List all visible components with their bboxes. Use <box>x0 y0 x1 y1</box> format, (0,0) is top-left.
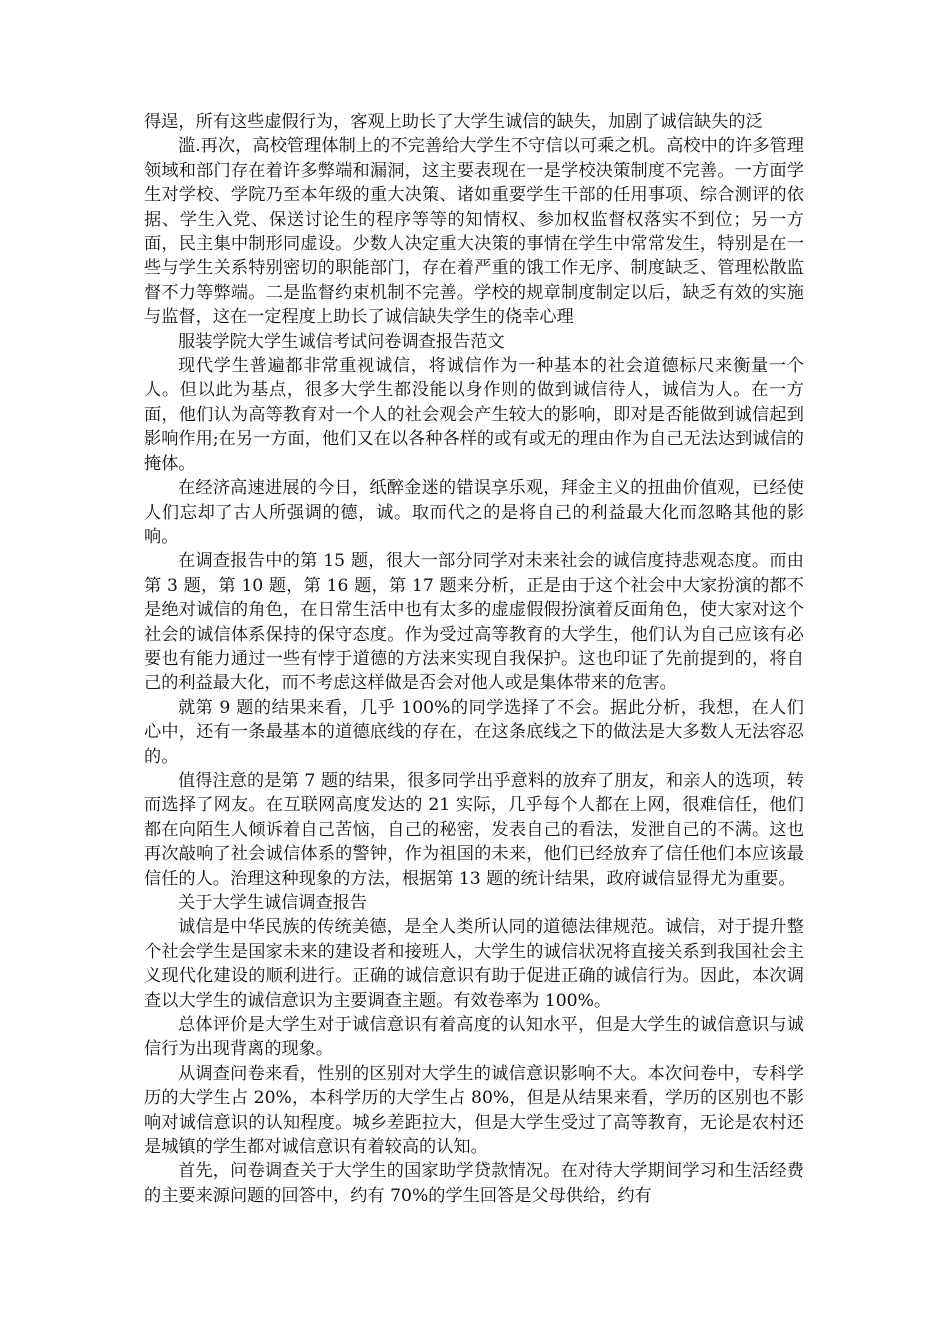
section-heading-fashion-college-report: 服装学院大学生诚信考试问卷调查报告范文 <box>178 331 505 352</box>
paragraph-student-loans: 首先，问卷调查关于大学生的国家助学贷款情况。在对待大学期间学习和生活经费的主要来源问题的回答中，约有 70%的学生回答是父母供给，约有 <box>144 1161 804 1206</box>
paragraph-economic-development: 在经济高速进展的今日，纸醉金迷的错误享乐观，拜金主义的扭曲价值观，已经使人们忘却了古人所强调的德，诚。取而代之的是将自己的利益最大化而忽略其他的影响。 <box>144 478 804 547</box>
paragraph-overall-evaluation: 总体评价是大学生对于诚信意识有着高度的认知水平，但是大学生的诚信意识与诚信行为出现背离的现象。 <box>144 1015 804 1060</box>
paragraph-question-15: 在调查报告中的第 15 题，很大一部分同学对未来社会的诚信度持悲观态度。而由第 3 题，第 10 题，第 16 题，第 17 题来分析，正是由于这个社会中大家扮演的都不是绝对诚信的角色，在日常生活中也有太多的虚虚假假扮演着反面角色，使大家对这个社会的诚信体系保持的保守态度。作为受过高等教育的大学生，他们认为自己应该有必要也有能力通过一些有悖于道德的方法来实现自我保护。这也印证了先前提到的，将自己的利益最大化，而不考虑这样做是否会对他人或是集体带来的危害。 <box>144 551 804 694</box>
paragraph-continued: 得逞，所有这些虚假行为，客观上助长了大学生诚信的缺失，加剧了诚信缺失的泛 <box>144 112 763 132</box>
paragraph-management-system: 滥.再次，高校管理体制上的不完善给大学生不守信以可乘之机。高校中的许多管理领域和部门存在着许多弊端和漏洞，这主要表现在一是学校决策制度不完善。一方面学生对学校、学院乃至本年级的重大决策、诸如重要学生干部的任用事项、综合测评的依据、学生入党、保送讨论生的程序等等的知情权、参加权监督权落实不到位；另一方面，民主集中制形同虚设。少数人决定重大决策的事情在学生中常常发生，特别是在一些与学生关系特别密切的职能部门，存在着严重的饿工作无序、制度缺乏、管理松散监督不力等弊端。二是监督约束机制不完善。学校的规章制度制定以后，缺乏有效的实施与监督，这在一定程度上助长了诚信缺失学生的侥幸心理 <box>144 136 804 328</box>
section-heading-integrity-survey: 关于大学生诚信调查报告 <box>178 893 368 913</box>
paragraph-integrity-virtue: 诚信是中华民族的传统美德，是全人类所认同的道德法律规范。诚信，对于提升整个社会学生是国家未来的建设者和接班人，大学生的诚信状况将直接关系到我国社会主义现代化建设的顺利进行。正确的诚信意识有助于促进正确的诚信行为。因此，本次调查以大学生的诚信意识为主要调查主题。有效卷率为 100%。 <box>144 917 804 1011</box>
document-page <box>144 110 804 1208</box>
paragraph-survey-gender: 从调查问卷来看，性别的区别对大学生的诚信意识影响不大。本次问卷中，专科学历的大学生占 20%，本科学历的大学生占 80%，但是从结果来看，学历的区别也不影响对诚信意识的认知程度。城乡差距拉大，但是大学生受过了高等教育，无论是农村还是城镇的学生都对诚信意识有着较高的认知。 <box>144 1063 804 1158</box>
paragraph-question-7: 值得注意的是第 7 题的结果，很多同学出乎意料的放弃了朋友，和亲人的选项，转而选择了网友。在互联网高度发达的 21 实际，几乎每个人都在上网，很难信任，他们都在向陌生人倾诉着自己苦恼，自己的秘密，发表自己的看法，发泄自己的不满。这也再次敲响了社会诚信体系的警钟，作为祖国的未来，他们已经放弃了信任他们本应该最信任的人。治理这种现象的方法，根据第 13 题的统计结果，政府诚信显得尤为重要。 <box>144 770 804 889</box>
paragraph-modern-students: 现代学生普遍都非常重视诚信，将诚信作为一种基本的社会道德标尺来衡量一个人。但以此为基点，很多大学生都没能以身作则的做到诚信待人，诚信为人。在一方面，他们认为高等教育对一个人的社会观会产生较大的影响，即对是否能做到诚信起到影响作用;在另一方面，他们又在以各种各样的或有或无的理由作为自己无法达到诚信的掩体。 <box>144 356 804 474</box>
paragraph-question-9: 就第 9 题的结果来看，几乎 100%的同学选择了不会。据此分析，我想，在人们心中，还有一条最基本的道德底线的存在，在这条底线之下的做法是大多数人无法容忍的。 <box>144 697 804 767</box>
